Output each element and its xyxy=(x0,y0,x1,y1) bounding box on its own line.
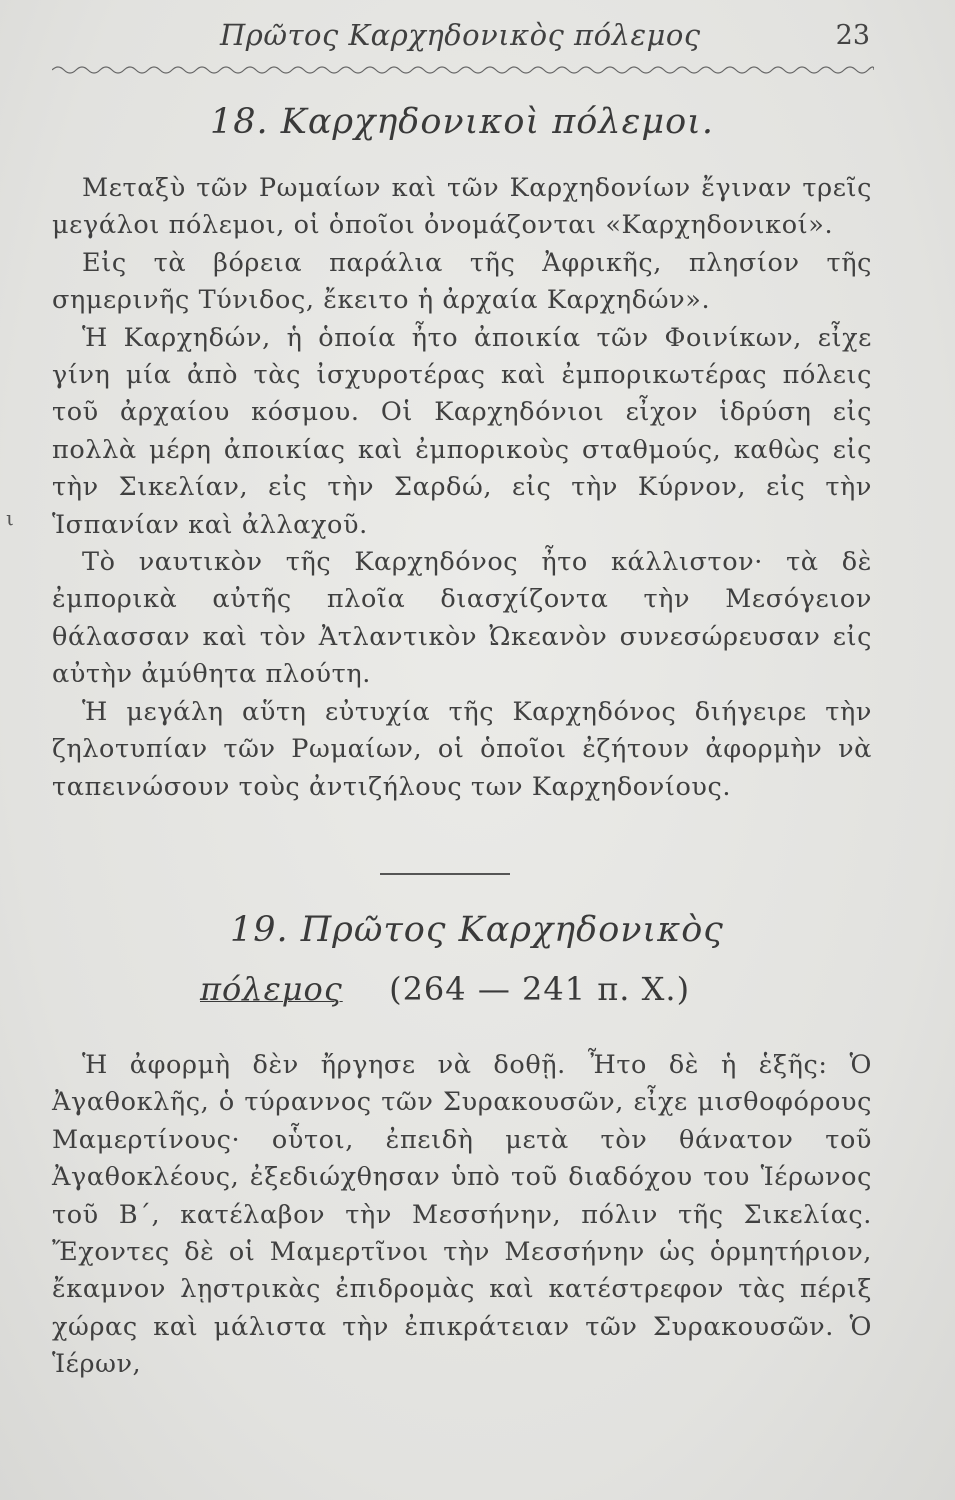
section-19-title-line2 xyxy=(200,970,690,1008)
paragraph-5: Ἡ μεγάλη αὕτη εὐτυχία τῆς Καρχηδόνος διήγειρε τὴν ζηλοτυπίαν τῶν Ρωμαίων, οἱ ὁποῖοι ἐζήτουν ἀφορμὴν νὰ ταπεινώσουν τοὺς ἀντιζήλους των Καρχηδονίους. xyxy=(52,696,872,802)
running-title: Πρῶτος Καρχηδονικὸς πόλεμος xyxy=(220,18,701,52)
section-19-title-word: πόλεμος xyxy=(200,970,343,1008)
paragraph-2: Εἰς τὰ βόρεια παράλια τῆς Ἀφρικῆς, πλησίον τῆς σημερινῆς Τύνιδος, ἔκειτο ἡ ἀρχαία Καρχηδών». xyxy=(52,247,872,316)
section-19-title-line1: 19. Πρῶτος Καρχηδονικὸς xyxy=(230,910,724,950)
margin-mark: ι xyxy=(6,506,14,530)
section-18-title: 18. Καρχηδονικοὶ πόλεμοι. xyxy=(209,102,715,142)
paragraph-6: Ἡ ἀφορμὴ δὲν ἤργησε νὰ δοθῇ. Ἦτο δὲ ἡ ἑξῆς: Ὁ Ἀγαθοκλῆς, ὁ τύραννος τῶν Συρακουσῶν, εἶχε μισθοφόρους Μαμερτίνους· οὗτοι, ἐπειδὴ μετὰ τὸν θάνατον τοῦ Ἀγαθοκλέους, ἐξεδιώχθησαν ὑπὸ τοῦ διαδόχου του Ἱέρωνος τοῦ Β΄, κατέλαβον τὴν Μεσσήνην, πόλιν τῆς Σικελίας. Ἔχοντες δὲ οἱ Μαμερτῖνοι τὴν Μεσσήνην ὡς ὁρμητήριον, ἔκαμνον λῃστρικὰς ἐπιδρομὰς καὶ κατέστρεφον τὰς πέριξ χώρας καὶ μάλιστα τὴν ἐπικράτειαν τῶν Συρακουσῶν. Ὁ Ἱέρων, xyxy=(52,1050,872,1380)
paragraph-4: Τὸ ναυτικὸν τῆς Καρχηδόνος ἦτο κάλλιστον· τὰ δὲ ἐμπορικὰ αὐτῆς πλοῖα διασχίζοντα τὴν Μεσόγειον θάλασσαν καὶ τὸν Ἀτλαντικὸν Ὠκεανὸν συνεσώρευσαν εἰς αὐτὴν ἀμύθητα πλούτη. xyxy=(52,547,872,690)
section-divider xyxy=(380,873,510,875)
wavy-rule-ornament xyxy=(52,60,874,78)
section-19-body xyxy=(52,1047,872,1384)
section-19-title-dates: (264 — 241 π. Χ.) xyxy=(389,970,691,1008)
page-number: 23 xyxy=(835,20,870,51)
running-head xyxy=(60,18,870,58)
paragraph-3: Ἡ Καρχηδών, ἡ ὁποία ἦτο ἀποικία τῶν Φοινίκων, εἶχε γίνη μία ἀπὸ τὰς ἰσχυροτέρας καὶ ἐμπορικωτέρας πόλεις τοῦ ἀρχαίου κόσμου. Οἱ Καρχηδόνιοι εἶχον ἱδρύση εἰς πολλὰ μέρη ἀποικίας καὶ ἐμπορικοὺς σταθμούς, καθὼς εἰς τὴν Σικελίαν, εἰς τὴν Σαρδώ, εἰς τὴν Κύρνον, εἰς τὴν Ἱσπανίαν καὶ ἀλλαχοῦ. xyxy=(52,322,872,540)
paragraph-1: Μεταξὺ τῶν Ρωμαίων καὶ τῶν Καρχηδονίων ἔγιναν τρεῖς μεγάλοι πόλεμοι, οἱ ὁποῖοι ὀνομάζονται «Καρχηδονικοί». xyxy=(52,173,872,241)
section-18-heading-wrap xyxy=(52,102,872,142)
section-18-body xyxy=(52,170,872,806)
